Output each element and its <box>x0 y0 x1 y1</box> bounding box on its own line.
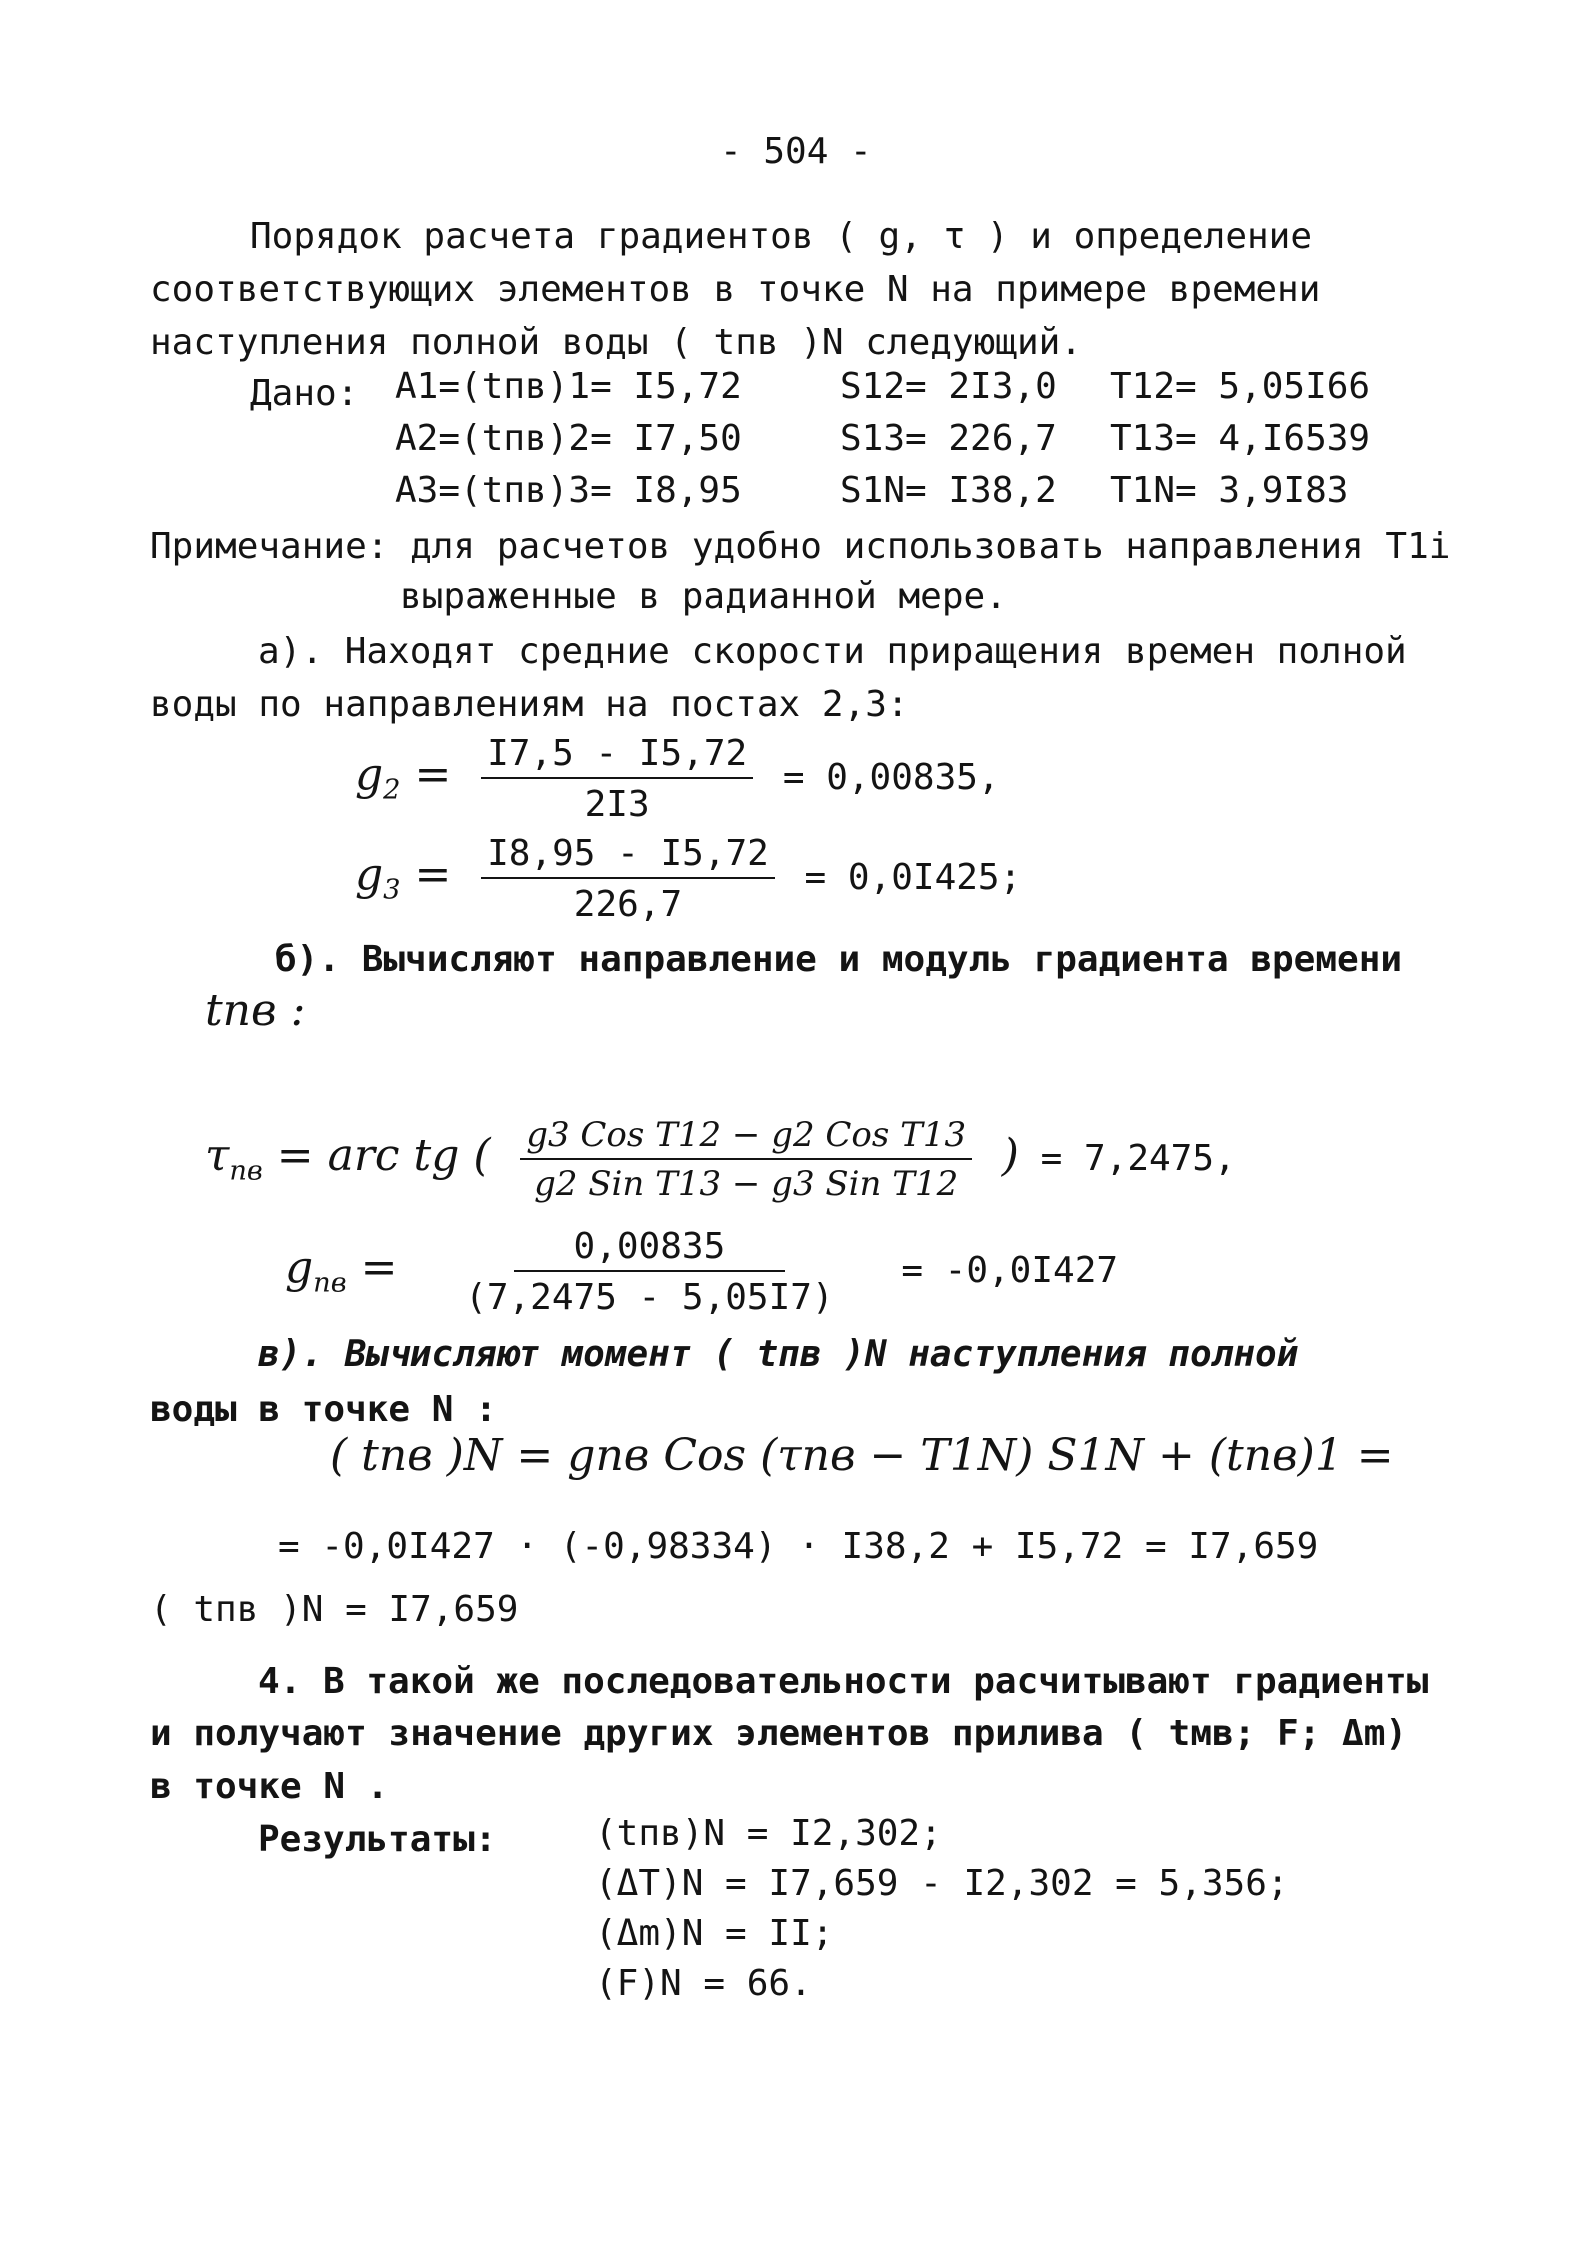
given-a3: A3=(tпв)3= I8,95 <box>395 470 742 511</box>
given-s12: S12= 2I3,0 <box>840 366 1057 407</box>
results-label: Результаты: <box>258 1819 497 1860</box>
given-s1n: S1N= I38,2 <box>840 470 1057 511</box>
result-delta-t: (ΔT)N = I7,659 - I2,302 = 5,356; <box>595 1863 1289 1904</box>
tau-numerator: g3 Cos T12 − g2 Cos T13 <box>520 1115 972 1160</box>
tau-fraction <box>520 1115 972 1205</box>
step-b-line-1: б). Вычисляют направление и модуль градиента времени <box>275 939 1403 980</box>
gpv-symbol: $g_{пв}$ = <box>285 1242 398 1299</box>
result-tpv: (tпв)N = I2,302; <box>595 1813 942 1854</box>
intro-line-1: Порядок расчета градиентов ( g, τ ) и определение <box>250 216 1313 257</box>
gpv-fraction <box>459 1225 839 1319</box>
g3-equation <box>355 832 1021 926</box>
g2-symbol: $g_2$ = <box>355 749 452 806</box>
intro-line-3: наступления полной воды ( tпв )N следующий. <box>150 322 1082 363</box>
tau-denominator: g2 Sin T13 − g3 Sin T12 <box>534 1163 959 1204</box>
tpv-formula: ( tпв )N = gпв Cos (τпв − T1N) S1N + (tпв)1 = <box>330 1430 1394 1481</box>
note-line-1: Примечание: для расчетов удобно использовать направления T1i <box>150 526 1451 567</box>
step-a-line-2: воды по направлениям на постах 2,3: <box>150 684 909 725</box>
given-t1n: T1N= 3,9I83 <box>1110 470 1349 511</box>
tpv-result: ( tпв )N = I7,659 <box>150 1589 519 1630</box>
page-number: - 504 - <box>720 131 872 172</box>
g3-denominator: 226,7 <box>573 884 683 926</box>
tau-result: = 7,2475, <box>1040 1137 1236 1179</box>
tau-symbol: $\tau_{пв}$ = arc tg ( <box>205 1129 491 1187</box>
tau-equation <box>205 1115 1236 1205</box>
result-f: (F)N = 66. <box>595 1963 812 2004</box>
given-t13: T13= 4,I6539 <box>1110 418 1371 459</box>
given-label: Дано: <box>250 373 359 414</box>
given-s13: S13= 226,7 <box>840 418 1057 459</box>
given-t12: T12= 5,05I66 <box>1110 366 1371 407</box>
intro-line-2: соответствующих элементов в точке N на примере времени <box>150 269 1321 310</box>
g3-fraction <box>481 832 775 926</box>
gpv-denominator: (7,2475 - 5,05I7) <box>465 1277 834 1319</box>
note-line-2: выраженные в радианной мере. <box>400 576 1007 617</box>
step-a-line-1: а). Находят средние скорости приращения времен полной <box>258 631 1407 672</box>
step-4-line-2: и получают значение других элементов прилива ( tмв; F; Δm) <box>150 1713 1408 1754</box>
gpv-numerator: 0,00835 <box>514 1225 786 1272</box>
step-4-line-3: в точке N . <box>150 1766 389 1807</box>
gpv-equation <box>285 1225 1118 1319</box>
step-4-line-1: 4. В такой же последовательности расчитывают градиенты <box>258 1661 1429 1702</box>
step-b-line-2: tпв : <box>205 985 306 1036</box>
result-delta-m: (Δm)N = II; <box>595 1913 834 1954</box>
given-a2: A2=(tпв)2= I7,50 <box>395 418 742 459</box>
tau-close-paren: ) <box>1001 1129 1019 1181</box>
gpv-result: = -0,0I427 <box>901 1250 1119 1292</box>
g2-result: = 0,00835, <box>782 757 1000 799</box>
tpv-calculation: = -0,0I427 · (-0,98334) · I38,2 + I5,72 = I7,659 <box>278 1526 1319 1567</box>
g2-equation <box>355 732 1000 826</box>
step-c-line-1 <box>258 1333 1298 1376</box>
step-c-text: в). Вычисляют момент ( tпв )N наступления полной <box>258 1334 1299 1375</box>
step-c-line-2: воды в точке N : <box>150 1389 497 1430</box>
given-a1: A1=(tпв)1= I5,72 <box>395 366 742 407</box>
g2-denominator: 2I3 <box>584 784 650 826</box>
g3-numerator: I8,95 - I5,72 <box>481 832 775 879</box>
g2-fraction <box>481 732 753 826</box>
g3-result: = 0,0I425; <box>804 857 1022 899</box>
g2-numerator: I7,5 - I5,72 <box>481 732 753 779</box>
g3-symbol: $g_3$ = <box>355 849 452 906</box>
